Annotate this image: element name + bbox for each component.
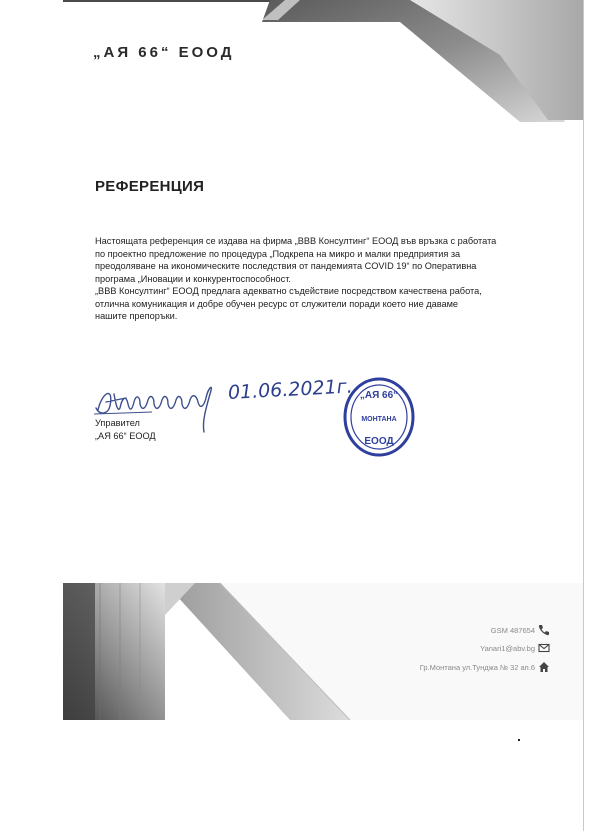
body-line: програма „Иновации и конкурентоспособност. — [95, 273, 291, 284]
envelope-icon — [538, 642, 550, 654]
signature-date: 01.06.2021г. — [227, 375, 354, 404]
phone-icon — [538, 624, 550, 636]
home-icon — [538, 661, 550, 673]
body-line: „ВВВ Консултинг“ ЕООД предлага адекватно съдействие посредством качествена работа, — [95, 286, 482, 296]
contact-address: Гр.Монтана ул.Тунджа № 32 ап.6 — [419, 663, 535, 672]
body-line: Настоящата референция се издава на фирма „ВВВ Консултинг“ ЕООД във връзка с работата — [95, 236, 497, 246]
contact-email: Yanari1@abv.bg — [480, 644, 535, 653]
company-name-header: „АЯ 66“ ЕООД — [93, 44, 235, 61]
body-line: по проектно предложение по процедура „Подкрепа на микро и малки предприятия за — [95, 248, 461, 259]
stamp-top-text: „АЯ 66“ — [359, 390, 399, 401]
body-line: нашите препоръки. — [95, 311, 178, 321]
document-body — [95, 235, 540, 323]
manager-role: Управител — [95, 418, 140, 428]
stamp-city-text: МОНТАНА — [361, 416, 397, 423]
contact-phone: GSM 487654 — [490, 626, 535, 635]
body-line: отлична комуникация и добре обучен ресурс от служители поради което ние даваме — [95, 298, 459, 309]
stamp-bottom-text: ЕООД — [364, 436, 394, 447]
document-title: РЕФЕРЕНЦИЯ — [95, 178, 205, 195]
company-stamp — [342, 376, 416, 458]
body-line: преодоляване на икономическите последствия от пандемията COVID 19“ по Оперативна — [95, 261, 477, 271]
manager-company: „АЯ 66“ ЕООД — [95, 431, 156, 441]
scan-speck — [518, 739, 520, 741]
